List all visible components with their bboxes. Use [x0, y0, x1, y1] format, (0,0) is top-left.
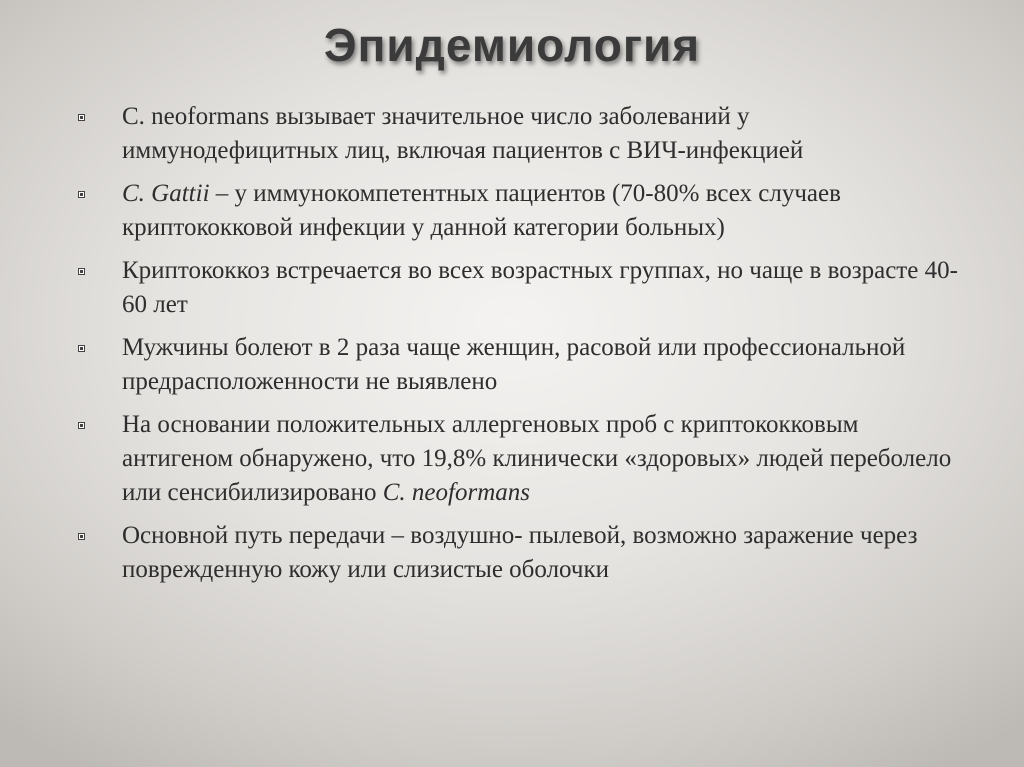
square-bullet-icon — [78, 422, 85, 429]
square-bullet-icon — [78, 533, 85, 540]
bullet-item-1 — [72, 100, 972, 168]
bullet-text: Основной путь передачи – воздушно- пылевой, возможно заражение через поврежденную кожу или слизистые оболочки — [122, 522, 918, 583]
bullet-italic-species: C. neoformans — [382, 479, 530, 506]
bullet-italic-species: C. Gattii — [122, 180, 210, 207]
bullet-item-4 — [72, 331, 972, 399]
bullet-list — [72, 100, 972, 596]
bullet-item-2 — [72, 177, 972, 245]
square-bullet-icon — [78, 114, 85, 121]
bullet-text: На основании положительных аллергеновых проб с криптококковым антигеном обнаружено, что 19,8% клинически «здоровых» людей переболело или сенсибилизировано — [122, 411, 952, 506]
slide-title: Эпидемиология — [323, 19, 701, 71]
bullet-text: Мужчины болеют в 2 раза чаще женщин, расовой или профессиональной предрасположенности не выявлено — [122, 334, 906, 395]
bullet-item-3 — [72, 254, 972, 322]
bullet-item-5 — [72, 408, 972, 510]
bullet-item-6 — [72, 519, 972, 587]
square-bullet-icon — [78, 268, 85, 275]
square-bullet-icon — [78, 191, 85, 198]
bullet-text: C. neoformans вызывает значительное число заболеваний у иммунодефицитных лиц, включая пациентов с ВИЧ-инфекцией — [122, 103, 804, 164]
bullet-text: Криптококкоз встречается во всех возрастных группах, но чаще в возрасте 40-60 лет — [122, 257, 958, 318]
bullet-text: – у иммунокомпетентных пациентов (70-80% всех случаев криптококковой инфекции у данной категории больных) — [122, 180, 841, 241]
square-bullet-icon — [78, 345, 85, 352]
